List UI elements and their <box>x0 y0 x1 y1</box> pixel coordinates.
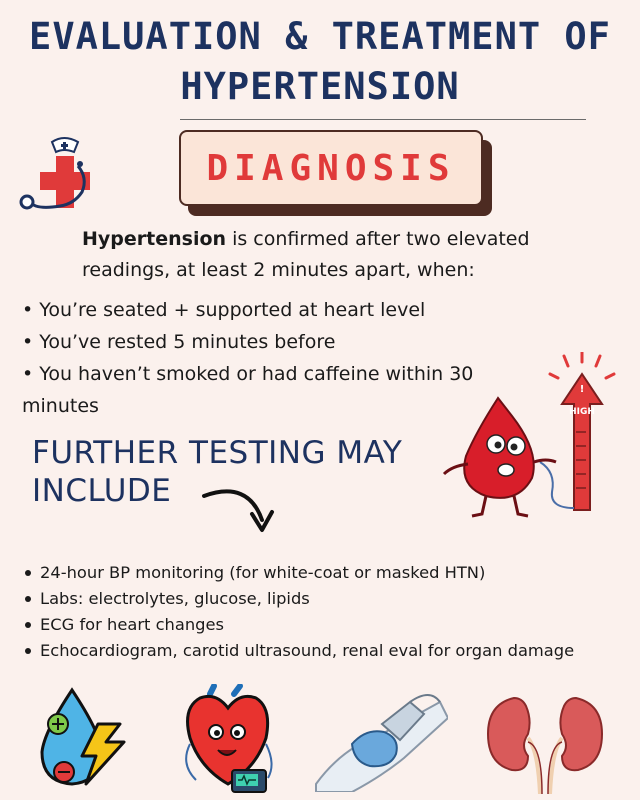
electrolyte-drop-icon <box>36 684 136 790</box>
title-line-1: EVALUATION & TREATMENT OF <box>29 15 611 58</box>
list-item: Echocardiogram, carotid ultrasound, renal eval for organ damage <box>22 638 640 664</box>
further-testing-heading: FURTHER TESTING MAY INCLUDE <box>32 435 403 509</box>
list-item: 24-hour BP monitoring (for white-coat or masked HTN) <box>22 560 640 586</box>
high-gauge-label: HIGH <box>569 407 595 417</box>
curved-arrow-icon <box>196 480 282 540</box>
title-line-2: HYPERTENSION <box>180 65 460 108</box>
further-testing-list <box>22 560 640 664</box>
intro-term: Hypertension <box>82 228 227 250</box>
heart-ecg-icon <box>176 684 282 796</box>
list-item: Labs: electrolytes, glucose, lipids <box>22 586 640 612</box>
blood-drop-character-icon <box>440 352 630 520</box>
title-divider <box>180 119 586 120</box>
condition-item: • You’ve rested 5 minutes before <box>22 331 336 353</box>
list-item: ECG for heart changes <box>22 612 640 638</box>
diagnosis-intro <box>82 224 602 286</box>
medical-cross-stethoscope-icon <box>16 130 106 222</box>
diagnosis-label: DIAGNOSIS <box>206 147 456 189</box>
page-title <box>0 12 640 112</box>
high-gauge-mark: ! <box>579 384 585 395</box>
diagnosis-box <box>179 130 483 206</box>
kidneys-icon <box>484 690 606 794</box>
ultrasound-probe-icon <box>312 688 448 792</box>
condition-item: • You’re seated + supported at heart level <box>22 299 426 321</box>
intro-text: is confirmed after two elevated readings, at least 2 minutes apart, when: <box>82 228 530 281</box>
condition-item: • You haven’t smoked or had caffeine within 30 minutes <box>22 363 474 417</box>
